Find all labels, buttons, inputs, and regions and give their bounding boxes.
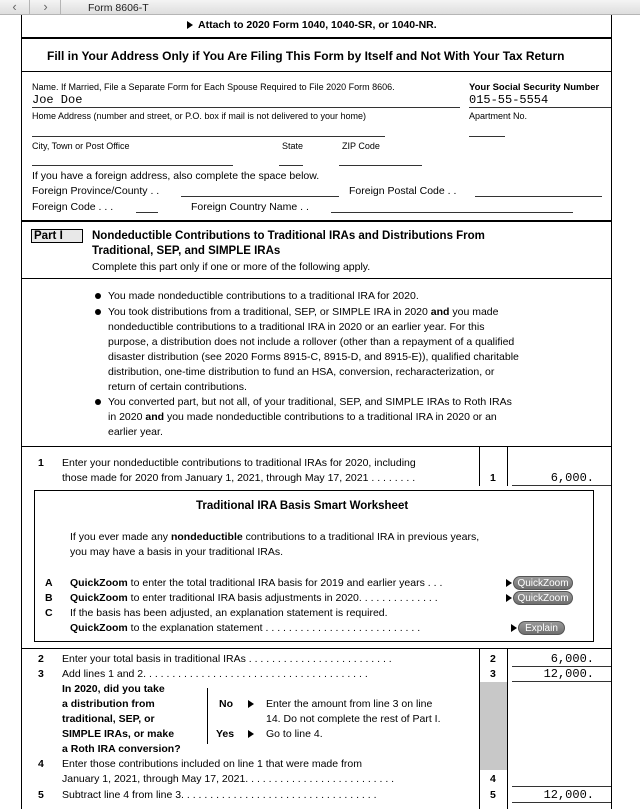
home-address-label: Home Address (number and street, or P.O. box if mail is not delivered to your home) [32,111,366,121]
forward-button[interactable] [31,0,61,15]
worksheet-intro-line1: If you ever made any nondeductible contributions to a traditional IRA in previous years, [70,531,480,543]
home-address-field[interactable] [32,136,385,137]
part1-title-line2: Traditional, SEP, and SIMPLE IRAs [92,245,281,257]
zip-field[interactable] [339,165,422,166]
quickzoom-basis-adjustments-button[interactable]: QuickZoom [513,591,573,605]
divider [507,648,508,809]
line3-box-number: 3 [490,668,496,680]
foreign-province-field[interactable] [181,196,339,197]
bullet1-text: You made nondeductible contributions to a traditional IRA for 2020. [108,290,419,302]
divider [21,71,611,72]
line1-underline [512,485,611,486]
line5-text: Subtract line 4 from line 3. . . . . . . . . . . . . . . . . . . . . . . . . . . . . . . . . . [62,789,377,801]
line1-number: 1 [38,457,44,469]
line4-text-2: January 1, 2021, through May 17, 2021. . . . . . . . . . . . . . . . . . . . . . . . . . [62,773,395,785]
ssn-field[interactable]: 015-55-5554 [469,93,549,107]
apartment-label: Apartment No. [469,111,528,121]
no-instruction-line2: 14. Do not complete the rest of Part I. [266,713,441,725]
city-field[interactable] [32,165,233,166]
arrow-icon [248,700,254,708]
arrow-icon [248,730,254,738]
explain-button[interactable]: Explain [518,621,565,635]
apartment-field[interactable] [469,136,505,137]
ssn-label: Your Social Security Number [469,82,600,93]
foreign-country-field[interactable] [331,212,573,213]
bullet3-line2: in 2020 and you made nondeductible contributions to a traditional IRA in 2020 or an [108,411,497,423]
foreign-province-label: Foreign Province/County . . [32,185,160,197]
row-a-text: QuickZoom to enter the total traditional IRA basis for 2019 and earlier years . . . [70,577,443,589]
divider [507,446,508,486]
divider [21,37,611,39]
row-b-letter: B [45,592,53,604]
foreign-code-field[interactable] [136,212,158,213]
worksheet-title: Traditional IRA Basis Smart Worksheet [196,500,409,512]
no-option[interactable]: No [219,698,233,710]
ssn-underline [469,107,611,108]
line1-text-2: those made for 2020 from January 1, 2021, through May 17, 2021 . . . . . . . . [62,472,416,484]
quickzoom-basis-2019-button[interactable]: QuickZoom [513,576,573,590]
row-c-letter: C [45,607,53,619]
yes-instruction: Go to line 4. [266,728,323,740]
row-a-letter: A [45,577,53,589]
bullet2-line3: purpose, a distribution does not include a rollover (other than a repayment of a qualified [108,336,515,348]
worksheet-intro-line2: you may have a basis in your traditional IRAs. [70,546,284,558]
no-instruction-line1: Enter the amount from line 3 on line [266,698,433,710]
line2-box-number: 2 [490,653,496,665]
foreign-postal-field[interactable] [475,196,602,197]
line1-text-1: Enter your nondeductible contributions to traditional IRAs for 2020, including [62,457,416,469]
divider [479,446,480,486]
state-label: State [282,141,304,151]
line4-underline [512,786,611,787]
line3-amount-field[interactable]: 12,000. [543,667,594,681]
part1-title-line1: Nondeductible Contributions to Traditional IRAs and Distributions From [92,230,485,242]
divider [21,446,611,447]
line4-box-number: 4 [490,773,496,785]
bullet3-line3: earlier year. [108,426,163,438]
bullet3-line1: You converted part, but not all, of your traditional, SEP, and SIMPLE IRAs to Roth IRAs [108,396,512,408]
form-left-border [21,15,22,809]
back-button[interactable] [0,0,30,15]
divider [21,648,611,649]
bullet2-line2: nondeductible contributions to a traditional IRA in 2020 or an earlier year. For this [108,321,485,333]
question-line4: SIMPLE IRAs, or make [62,728,175,740]
name-label: Name. If Married, File a Separate Form for Each Spouse Required to File 2020 Form 8606. [32,82,395,92]
foreign-address-note: If you have a foreign address, also complete the space below. [32,170,320,182]
part1-label: Part I [31,229,83,243]
line5-amount-field[interactable]: 12,000. [543,788,594,802]
chevron-right-icon: › [43,0,48,14]
divider [21,220,611,222]
bullet-icon [95,293,101,299]
window-titlebar [0,0,640,15]
zip-label: ZIP Code [342,141,380,151]
line5-underline [512,802,611,803]
attach-arrow-icon [187,21,193,29]
fill-address-note: Fill in Your Address Only if You Are Filing This Form by Itself and Not With Your Tax Return [47,49,565,63]
bullet2-line1: You took distributions from a traditional, SEP, or SIMPLE IRA in 2020 and you made [108,306,499,318]
line4-number: 4 [38,758,44,770]
name-field[interactable]: Joe Doe [32,93,83,107]
foreign-country-label: Foreign Country Name . . [191,201,309,213]
arrow-icon [511,624,517,632]
line3-underline [512,681,611,682]
chevron-left-icon: ‹ [12,0,17,14]
arrow-icon [506,579,512,587]
line3-text: Add lines 1 and 2. . . . . . . . . . . . . . . . . . . . . . . . . . . . . . . . . . . . . . . [62,668,368,680]
foreign-code-label: Foreign Code . . . [32,201,114,213]
attach-note: Attach to 2020 Form 1040, 1040-SR, or 1040-NR. [198,19,437,31]
yes-option[interactable]: Yes [216,728,235,740]
question-line5: a Roth IRA conversion? [62,743,181,755]
question-bracket [207,688,208,744]
line1-amount-field[interactable]: 6,000. [550,471,594,485]
question-line3: traditional, SEP, or [62,713,155,725]
state-field[interactable] [279,165,303,166]
basis-smart-worksheet [34,490,594,642]
city-label: City, Town or Post Office [32,141,130,151]
question-line2: a distribution from [62,698,155,710]
line2-number: 2 [38,653,44,665]
row-c-text: If the basis has been adjusted, an explanation statement is required. [70,607,388,619]
window-title: Form 8606-T [88,2,149,14]
row-b-text: QuickZoom to enter traditional IRA basis adjustments in 2020. . . . . . . . . . . . . . [70,592,438,604]
bullet2-line6: return of certain contributions. [108,381,247,393]
shaded-area [480,682,507,770]
question-line1: In 2020, did you take [62,683,165,695]
bullet-icon [95,309,101,315]
bullet2-line5: distribution, one-time distribution to fund an HSA, conversion, recharacterization, or [108,366,495,378]
part1-subtitle: Complete this part only if one or more of the following apply. [92,261,371,273]
bullet2-line4: disaster distribution (see 2020 Forms 8915-C, 8915-D, and 8915-E)), qualified charitable [108,351,519,363]
divider [21,278,611,279]
line2-text: Enter your total basis in traditional IRAs . . . . . . . . . . . . . . . . . . . . . . . . . [62,653,392,665]
line5-box-number: 5 [490,789,496,801]
line4-text-1: Enter those contributions included on line 1 that were made from [62,758,363,770]
row-c-quickzoom-text: QuickZoom to the explanation statement . . . . . . . . . . . . . . . . . . . . . . . . . . . [70,622,421,634]
arrow-icon [506,594,512,602]
bullet-icon [95,399,101,405]
foreign-postal-label: Foreign Postal Code . . [349,185,457,197]
line1-box-number: 1 [490,472,496,484]
name-underline [32,107,460,108]
line2-amount-field[interactable]: 6,000. [550,652,594,666]
line3-number: 3 [38,668,44,680]
line5-number: 5 [38,789,44,801]
form-right-border [611,15,612,809]
